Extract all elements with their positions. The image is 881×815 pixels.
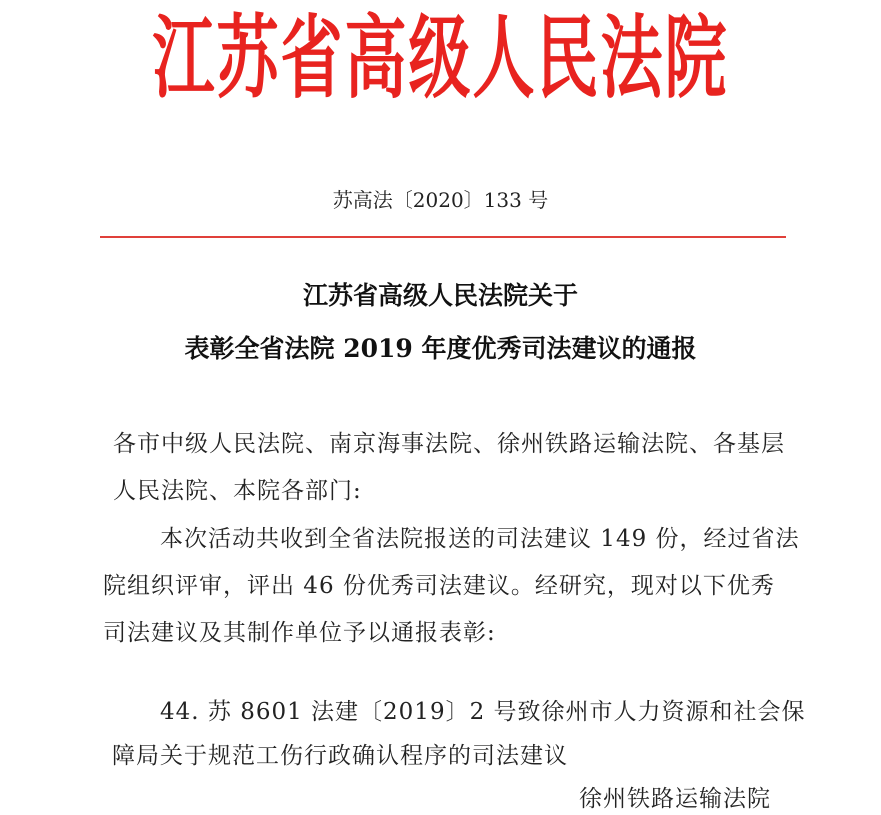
addressee-line-1: 各市中级人民法院、南京海事法院、徐州铁路运输法院、各基层: [113, 431, 785, 457]
red-divider: [100, 236, 786, 238]
item-unit: 徐州铁路运输法院: [579, 786, 771, 812]
issuer-header: 江苏省高级人民法院: [152, 5, 729, 111]
addressee-line-2: 人民法院、本院各部门:: [113, 478, 362, 504]
document-number: 苏高法〔2020〕133 号: [332, 188, 549, 212]
paragraph-line-1: 本次活动共收到全省法院报送的司法建议 149 份，经过省法: [160, 526, 800, 552]
document-title-line-2: 表彰全省法院 2019 年度优秀司法建议的通报: [184, 334, 697, 363]
paragraph-line-3: 司法建议及其制作单位予以通报表彰:: [103, 620, 496, 646]
paragraph-line-2: 院组织评审，评出 46 份优秀司法建议。经研究，现对以下优秀: [103, 573, 775, 599]
document-title-line-1: 江苏省高级人民法院关于: [302, 281, 578, 310]
item-line-1: 44. 苏 8601 法建〔2019〕2 号致徐州市人力资源和社会保: [160, 699, 806, 725]
item-line-2: 障局关于规范工伤行政确认程序的司法建议: [112, 743, 568, 769]
